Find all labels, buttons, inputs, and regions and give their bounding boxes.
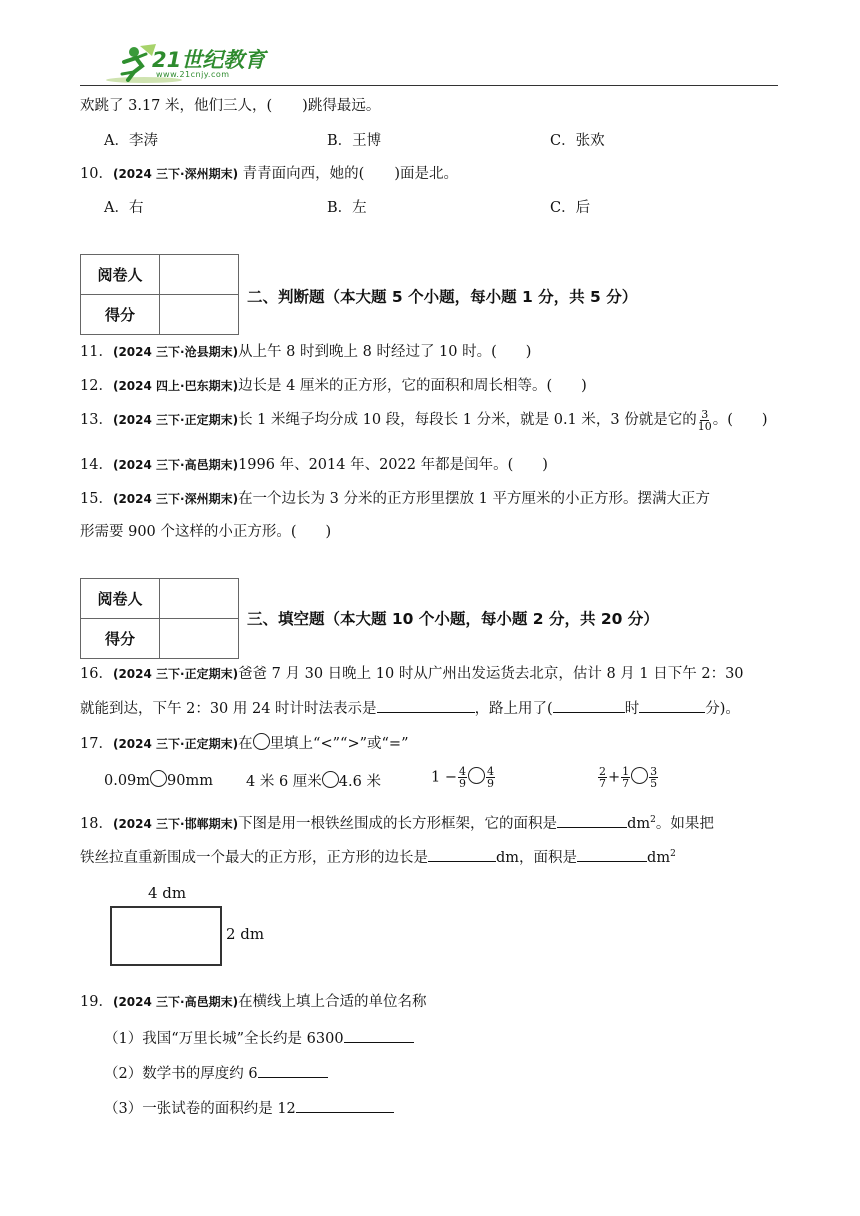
section3-title: 三、填空题（本大题 10 个小题，每小题 2 分，共 20 分） — [247, 610, 659, 628]
q16-text: 16．(2024 三下·正定期末)爸爸 7 月 30 日晚上 10 时从广州出发运货去北京，估计 8 月 1 日下午 2：30 — [80, 666, 744, 682]
section3-score-table — [80, 578, 239, 659]
answer-blank[interactable] — [258, 1063, 328, 1078]
answer-blank[interactable] — [344, 1028, 414, 1043]
q10-text: 10．(2024 三下·深州期末) 青青面向西，她的( )面是北。 — [80, 166, 458, 182]
q19-item-3: （3）一张试卷的面积约是 12 — [104, 1097, 394, 1118]
header-rule — [80, 85, 778, 86]
q9-option-c[interactable]: C．张欢 — [550, 133, 605, 149]
compare-circle-icon[interactable] — [631, 767, 648, 784]
answer-blank-hours[interactable] — [553, 698, 625, 713]
q9-option-a[interactable]: A．李涛 — [104, 133, 158, 149]
score-label: 得分 — [81, 619, 160, 659]
answer-blank[interactable] — [377, 698, 475, 713]
q11-text: 11．(2024 三下·沧县期末)从上午 8 时到晚上 8 时经过了 10 时。( ) — [80, 344, 532, 360]
fraction: $\frac{3}{10}$ — [697, 407, 712, 433]
compare-circle-icon[interactable] — [322, 771, 339, 788]
q9-option-b[interactable]: B．王博 — [327, 133, 382, 149]
logo-url: www.21cnjy.com — [156, 70, 230, 79]
q17-item-b: 4 米 6 厘米 4.6 米 — [246, 770, 381, 791]
grader-label: 阅卷人 — [81, 255, 160, 295]
q18-text-line2: 铁丝拉直重新围成一个最大的正方形，正方形的边长是 dm，面积是 $dm^2$ — [80, 846, 676, 867]
q19-item-1: （1）我国“万里长城”全长约是 6300 — [104, 1027, 414, 1048]
q18-text: 18．(2024 三下·邯郸期末)下图是用一根铁丝围成的长方形框架，它的面积是 $dm^2$。如果把 — [80, 812, 714, 833]
q15-text-line2: 形需要 900 个这样的小正方形。( ) — [80, 524, 332, 540]
rectangle-figure — [110, 906, 222, 966]
q9-text: 欢跳了 3.17 米，他们三人，( )跳得最远。 — [80, 98, 381, 114]
q19-item-2: （2）数学书的厚度约 6 — [104, 1062, 328, 1083]
score-cell[interactable] — [160, 295, 239, 335]
answer-blank-minutes[interactable] — [639, 698, 705, 713]
compare-circle-icon[interactable] — [150, 770, 167, 787]
section2-title: 二、判断题（本大题 5 个小题，每小题 1 分，共 5 分） — [247, 288, 638, 306]
q17-item-c: 1 − $\frac{4}{9}$ $\frac{4}{9}$ — [431, 765, 494, 790]
q10-option-c[interactable]: C．后 — [550, 200, 591, 216]
answer-blank-square-area[interactable] — [577, 847, 647, 862]
score-cell[interactable] — [160, 619, 239, 659]
logo — [104, 42, 274, 86]
q17-item-d: $\frac{2}{7}$ + $\frac{1}{7}$ $\frac{3}{5}$ — [599, 765, 658, 790]
figure-width-label: 4 dm — [148, 884, 187, 902]
compare-circle-icon — [253, 733, 270, 750]
answer-blank-side[interactable] — [428, 847, 496, 862]
q10-option-b[interactable]: B．左 — [327, 200, 367, 216]
answer-blank[interactable] — [296, 1098, 394, 1113]
logo-text: 21世纪教育 — [152, 48, 266, 72]
q15-text: 15．(2024 三下·深州期末)在一个边长为 3 分米的正方形里摆放 1 平方厘米的小正方形。摆满大正方 — [80, 491, 710, 507]
answer-blank-area[interactable] — [557, 813, 627, 828]
section2-score-table — [80, 254, 239, 335]
q12-text: 12．(2024 四上·巴东期末)边长是 4 厘米的正方形，它的面积和周长相等。( ) — [80, 378, 587, 394]
q14-text: 14．(2024 三下·高邑期末)1996 年、2014 年、2022 年都是闰年。( ) — [80, 457, 548, 473]
q10-option-a[interactable]: A．右 — [104, 200, 144, 216]
q17-item-a: 0.09m 90mm — [104, 770, 213, 789]
score-label: 得分 — [81, 295, 160, 335]
figure-height-label: 2 dm — [226, 925, 265, 943]
q16-text-line2: 就能到达，下午 2：30 用 24 时计时法表示是 ，路上用了( 时 分)。 — [80, 697, 740, 718]
grader-cell[interactable] — [160, 579, 239, 619]
grader-label: 阅卷人 — [81, 579, 160, 619]
grader-cell[interactable] — [160, 255, 239, 295]
q13-text: 13．(2024 三下·正定期末)长 1 米绳子均分成 10 段，每段长 1 分米，就是 0.1 米，3 份就是它的 $\frac{3}{10}$ 。( ) — [80, 407, 768, 433]
q19-text: 19．(2024 三下·高邑期末)在横线上填上合适的单位名称 — [80, 994, 427, 1010]
compare-circle-icon[interactable] — [468, 767, 485, 784]
q17-text: 17．(2024 三下·正定期末)在 里填上“<”“>”或“=” — [80, 732, 409, 753]
